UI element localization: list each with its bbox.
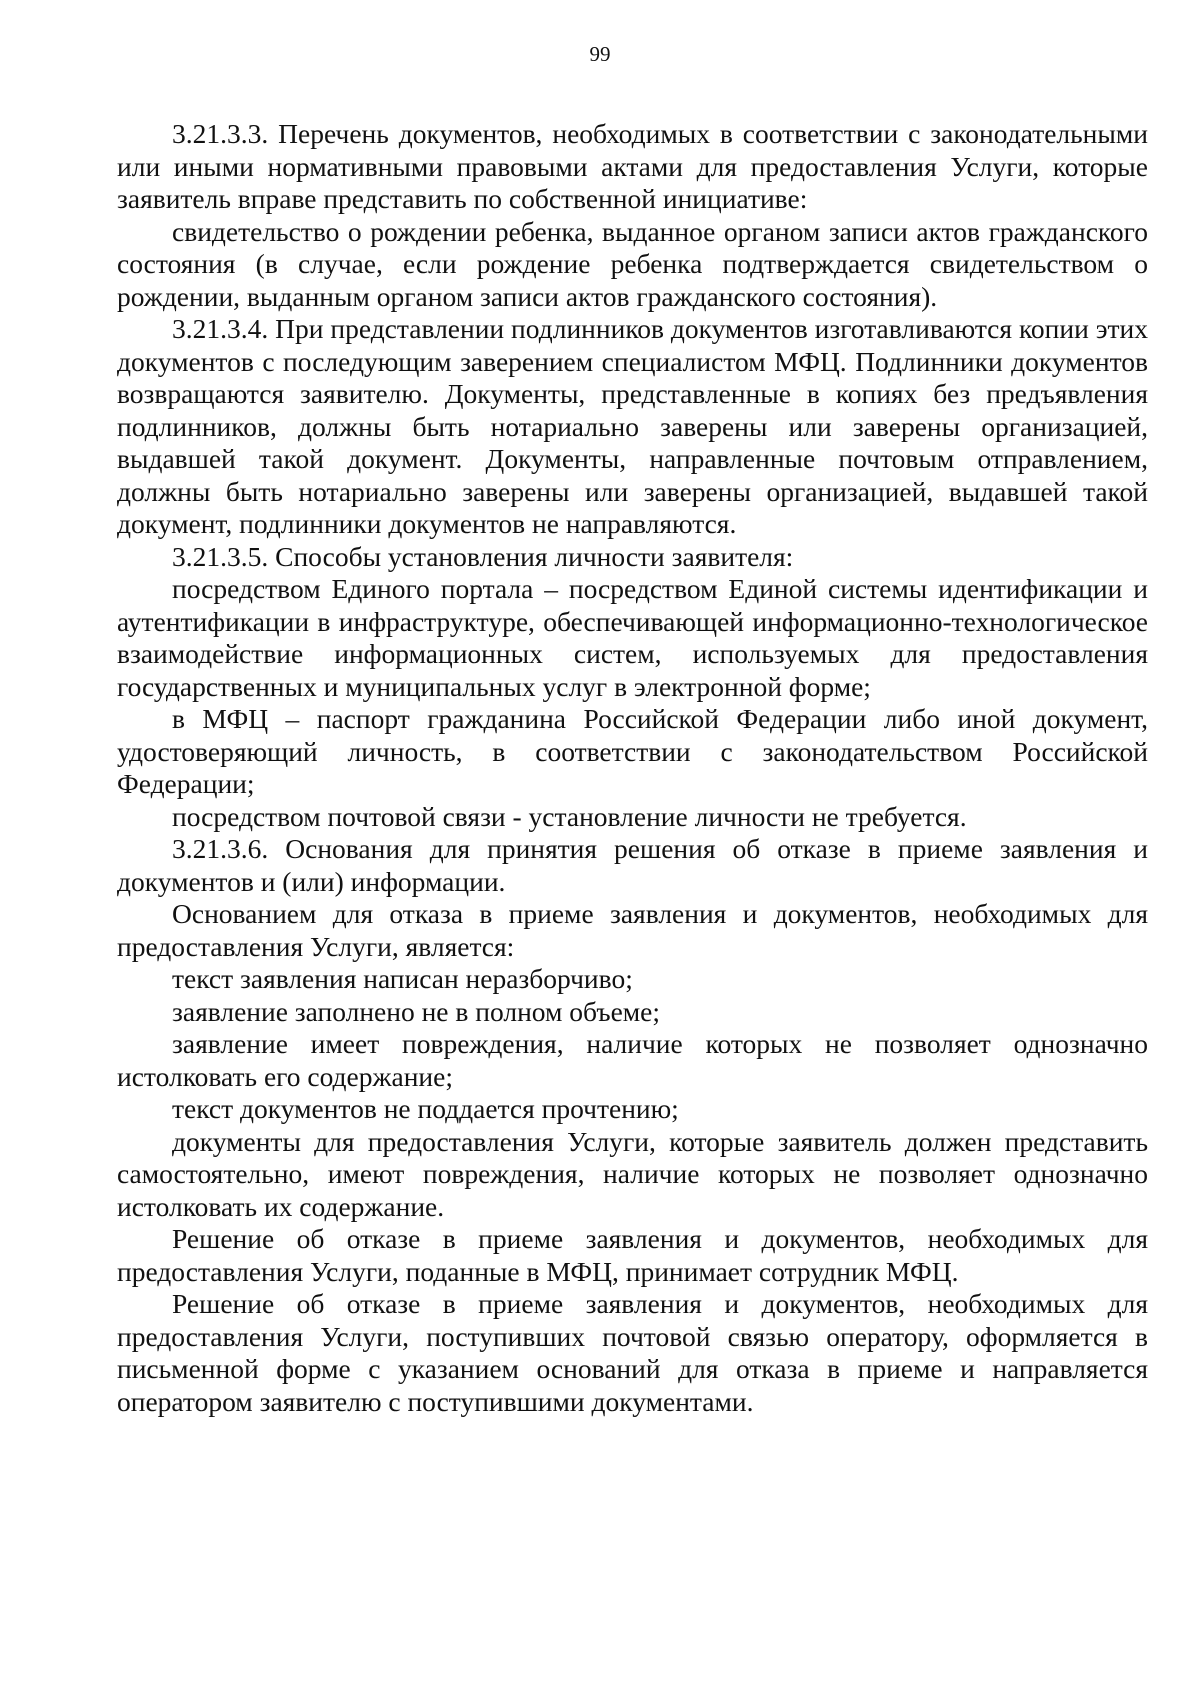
paragraph-postal: посредством почтовой связи - установление личности не требуется.: [172, 800, 967, 832]
paragraph-3-21-3-3: 3.21.3.3. Перечень документов, необходимых в соответствии с законодательными или иными нормативными правовыми актами для предоставления Услуги, которые заявитель вправе представить по собственной инициативе:: [117, 118, 1148, 214]
list-item-incomplete: заявление заполнено не в полном объеме;: [172, 995, 661, 1027]
paragraph-postal-decision: Решение об отказе в приеме заявления и документов, необходимых для предоставления Услуги, поступивших почтовой связью оператору, оформляется в письменной форме с указанием оснований для отказа в приеме и направляется оператором заявителю с поступившими документами.: [117, 1288, 1148, 1417]
paragraph-3-21-3-6: 3.21.3.6. Основания для принятия решения об отказе в приеме заявления и документов и (или) информации.: [117, 833, 1148, 897]
list-item-damaged-application: заявление имеет повреждения, наличие которых не позволяет однозначно истолковать его содержание;: [117, 1028, 1148, 1092]
paragraph-mfc-passport: в МФЦ – паспорт гражданина Российской Федерации либо иной документ, удостоверяющий личность, в соответствии с законодательством Российской Федерации;: [117, 703, 1148, 799]
list-item-unreadable-documents: текст документов не поддается прочтению;: [172, 1093, 679, 1124]
paragraph-single-portal: посредством Единого портала – посредством Единой системы идентификации и аутентификации в инфраструктуре, обеспечивающей информационно-технологическое взаимодействие информационных систем, используемых для предоставления государственных и муниципальных услуг в электронной форме;: [117, 573, 1148, 702]
list-item-damaged-documents: документы для предоставления Услуги, которые заявитель должен представить самостоятельно, имеют повреждения, наличие которых не позволяет однозначно истолковать их содержание.: [117, 1125, 1148, 1222]
paragraph-refusal-grounds: Основанием для отказа в приеме заявления и документов, необходимых для предоставления Услуги, является:: [117, 898, 1148, 962]
paragraph-3-21-3-4: 3.21.3.4. При представлении подлинников документов изготавливаются копии этих документов с последующим заверением специалистом МФЦ. Подлинники документов возвращаются заявителю. Документы, представленные в копиях без предъявления подлинников, должны быть нотариально заверены или заверены организацией, выдавшей такой документ. Документы, направленные почтовым отправлением, должны быть нотариально заверены или заверены организацией, выдавшей такой документ, подлинники документов не направляются.: [117, 313, 1148, 539]
list-item-illegible: текст заявления написан неразборчиво;: [172, 963, 633, 994]
paragraph-3-21-3-5: 3.21.3.5. Способы установления личности заявителя:: [172, 540, 794, 572]
page-number: 99: [589, 42, 611, 66]
document-body: [117, 118, 1148, 1418]
paragraph-birth-certificate: свидетельство о рождении ребенка, выданное органом записи актов гражданского состояния (в случае, если рождение ребенка подтверждается свидетельством о рождении, выданным органом записи актов гражданского состояния).: [117, 215, 1148, 312]
paragraph-mfc-decision: Решение об отказе в приеме заявления и документов, необходимых для предоставления Услуги, поданные в МФЦ, принимает сотрудник МФЦ.: [117, 1223, 1148, 1287]
